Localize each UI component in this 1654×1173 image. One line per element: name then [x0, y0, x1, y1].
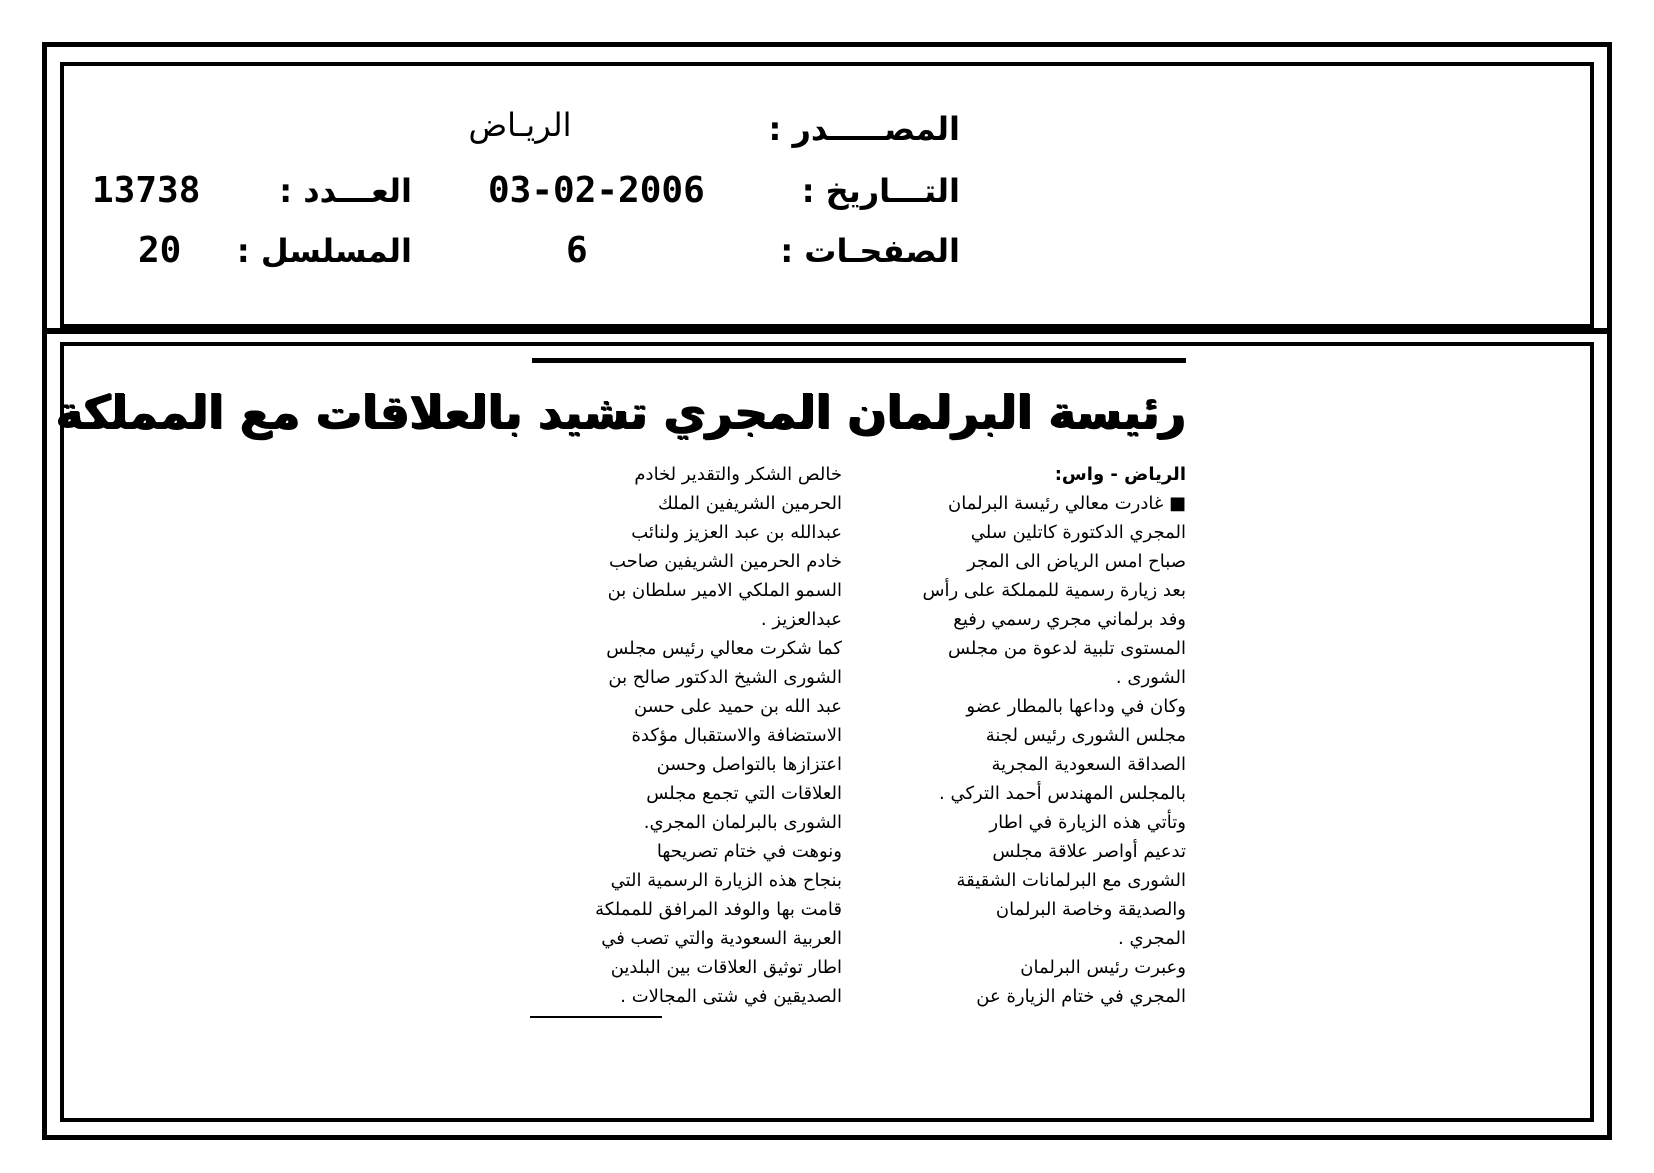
article-dateline: الرياض - واس: — [1054, 464, 1186, 485]
text-line: ونوهت في ختام تصريحها — [656, 841, 842, 862]
text-line: الحرمين الشريفين الملك — [658, 493, 842, 514]
text-line: وفد برلماني مجري رسمي رفيع — [953, 609, 1186, 630]
text-line: عبدالعزيز . — [760, 609, 842, 630]
text-line: والصديقة وخاصة البرلمان — [995, 899, 1186, 920]
text-line: كما شكرت معالي رئيس مجلس — [606, 638, 842, 659]
text-line: الشورى مع البرلمانات الشقيقة — [956, 870, 1186, 891]
text-line: خادم الحرمين الشريفين صاحب — [608, 551, 842, 572]
article-end-rule — [530, 1016, 662, 1018]
date-label: التـــاريخ : — [801, 172, 960, 210]
serial-label: المسلسل : — [236, 232, 412, 270]
issue-label: العـــدد : — [279, 172, 412, 210]
text-line: عبد الله بن حميد على حسن — [633, 696, 842, 717]
text-line: وكان في وداعها بالمطار عضو — [966, 696, 1186, 717]
issue-value: 13738 — [92, 170, 201, 211]
text-line: العربية السعودية والتي تصب في — [601, 928, 842, 949]
text-line: صباح امس الرياض الى المجر — [967, 551, 1186, 572]
text-line: الشورى بالبرلمان المجري. — [643, 812, 842, 833]
serial-value: 20 — [138, 230, 182, 271]
text-line: الصداقة السعودية المجرية — [991, 754, 1186, 775]
text-line: المستوى تلبية لدعوة من مجلس — [947, 638, 1186, 659]
text-line: بالمجلس المهندس أحمد التركي . — [939, 783, 1186, 804]
header-separator — [42, 328, 1612, 334]
text-line: العلاقات التي تجمع مجلس — [646, 783, 842, 804]
text-line: خالص الشكر والتقدير لخادم — [634, 464, 842, 485]
text-line: قامت بها والوفد المرافق للمملكة — [595, 899, 842, 920]
text-line: الاستضافة والاستقبال مؤكدة — [631, 725, 842, 746]
text-line: المجري في ختام الزيارة عن — [976, 986, 1186, 1007]
text-line: تدعيم أواصر علاقة مجلس — [992, 841, 1186, 862]
text-line: اطار توثيق العلاقات بين البلدين — [610, 957, 842, 978]
text-line: عبدالله بن عبد العزيز ولنائب — [631, 522, 842, 543]
article-column-left — [530, 460, 842, 1011]
text-line: وتأتي هذه الزيارة في اطار — [989, 812, 1186, 833]
text-line: السمو الملكي الامير سلطان بن — [607, 580, 842, 601]
text-line: وعبرت رئيس البرلمان — [1020, 957, 1186, 978]
text-line: الشورى . — [1115, 667, 1186, 688]
pages-label: الصفحـات : — [780, 232, 960, 270]
date-value: 03-02-2006 — [488, 170, 705, 211]
article-column-right — [870, 460, 1186, 1011]
source-value: الريـاض — [468, 106, 572, 144]
text-line: المجري . — [1118, 928, 1186, 949]
text-line: بعد زيارة رسمية للمملكة على رأس — [922, 580, 1186, 601]
text-line: بنجاح هذه الزيارة الرسمية التي — [610, 870, 842, 891]
article-top-rule — [532, 358, 1186, 363]
source-label: المصـــــدر : — [768, 110, 960, 148]
article-headline: رئيسة البرلمان المجري تشيد بالعلاقات مع المملكة — [55, 385, 1186, 439]
text-line: ■ غادرت معالي رئيسة البرلمان — [947, 493, 1186, 514]
pages-value: 6 — [566, 230, 588, 271]
text-line: الشورى الشيخ الدكتور صالح بن — [608, 667, 842, 688]
text-line: المجري الدكتورة كاتلين سلي — [970, 522, 1186, 543]
text-line: الصديقين في شتى المجالات . — [620, 986, 842, 1007]
text-line: مجلس الشورى رئيس لجنة — [985, 725, 1186, 746]
text-line: اعتزازها بالتواصل وحسن — [656, 754, 842, 775]
